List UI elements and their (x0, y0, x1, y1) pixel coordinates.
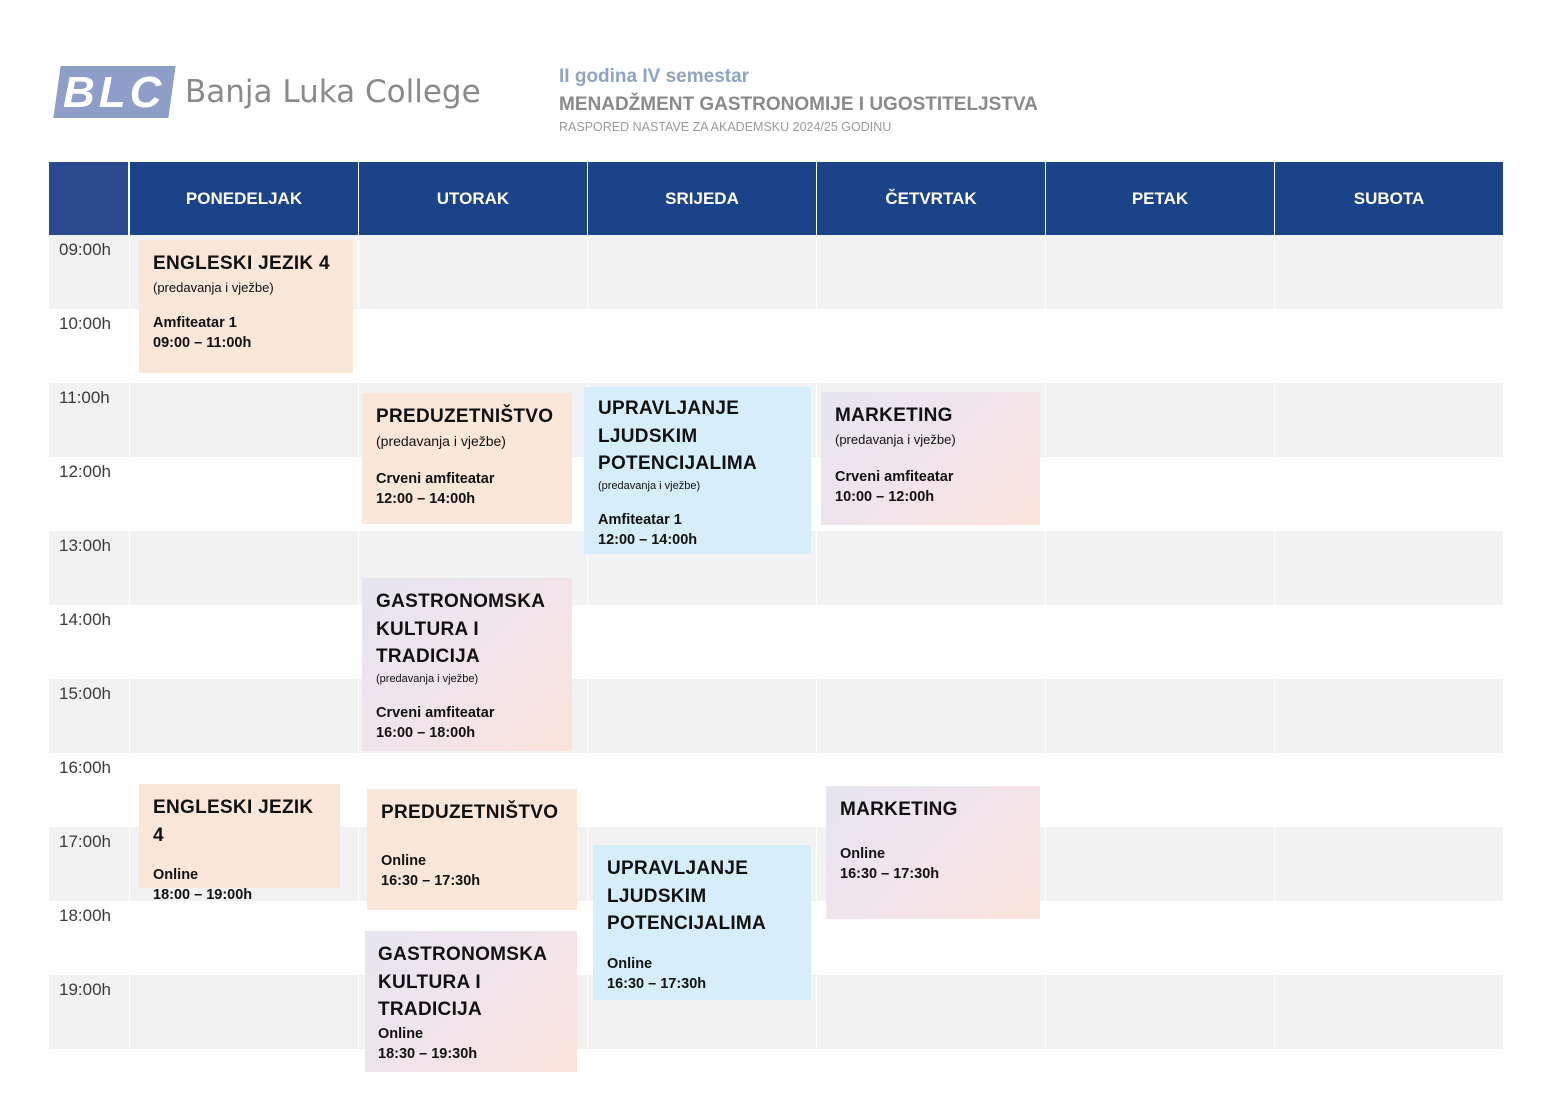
event-title: UPRAVLJANJE LJUDSKIM POTENCIJALIMA (607, 858, 767, 934)
event-upravljanje-wednesday[interactable] (584, 387, 811, 554)
college-name: Banja Luka College (185, 74, 481, 110)
hour-row (49, 679, 1503, 753)
event-room: Amfiteatar 1 (153, 314, 237, 331)
hour-row (49, 605, 1503, 679)
day-header-friday: PETAK (1046, 162, 1274, 235)
event-time: 16:30 – 17:30h (381, 872, 481, 889)
hour-label: 12:00h (59, 462, 111, 481)
hour-label: 19:00h (59, 980, 111, 999)
event-room: Online (840, 845, 886, 862)
header-corner (49, 162, 128, 235)
event-title: ENGLESKI JEZIK 4 (153, 797, 314, 846)
event-title: UPRAVLJANJE LJUDSKIM POTENCIJALIMA (598, 398, 758, 474)
event-engleski-online[interactable] (139, 784, 340, 903)
event-title: PREDUZETNIŠTVO (376, 406, 554, 427)
program-title: MENADŽMENT GASTRONOMIJE I UGOSTITELJSTVA (559, 94, 1038, 115)
column-divider (1045, 235, 1046, 1048)
event-time: 16:30 – 17:30h (607, 975, 707, 992)
event-title: GASTRONOMSKA KULTURA I TRADICIJA (376, 591, 545, 667)
event-title: ENGLESKI JEZIK 4 (153, 253, 330, 274)
day-header-row (49, 162, 1503, 235)
column-divider (129, 235, 130, 1048)
day-header-saturday: SUBOTA (1275, 162, 1503, 235)
event-gastronomska-online[interactable] (365, 931, 577, 1072)
event-time: 10:00 – 12:00h (835, 488, 935, 505)
column-divider (587, 235, 588, 1048)
hour-label: 13:00h (59, 536, 111, 555)
column-divider (1274, 235, 1275, 1048)
event-type: (predavanja i vježbe) (598, 479, 701, 492)
event-marketing-online[interactable] (826, 786, 1040, 919)
event-time: 16:00 – 18:00h (376, 724, 476, 741)
event-time: 12:00 – 14:00h (376, 490, 476, 507)
hour-label: 09:00h (59, 240, 111, 259)
event-marketing-thursday[interactable] (821, 392, 1040, 525)
event-preduzetnistvo-tuesday[interactable] (362, 393, 572, 524)
hour-label: 18:00h (59, 906, 111, 925)
column-divider (358, 235, 359, 1048)
hour-label: 17:00h (59, 832, 111, 851)
column-divider (816, 235, 817, 1048)
event-upravljanje-online[interactable] (593, 845, 811, 1000)
hour-label: 10:00h (59, 314, 111, 333)
event-room: Crveni amfiteatar (376, 704, 495, 721)
event-time: 09:00 – 11:00h (153, 334, 252, 351)
event-room: Amfiteatar 1 (598, 511, 682, 528)
event-room: Online (381, 852, 427, 869)
hour-label: 16:00h (59, 758, 111, 777)
event-time: 18:30 – 19:30h (378, 1045, 478, 1062)
event-type: (predavanja i vježbe) (153, 279, 274, 295)
event-gastronomska-tuesday[interactable] (362, 578, 572, 751)
event-room: Crveni amfiteatar (835, 468, 954, 485)
event-title: PREDUZETNIŠTVO (381, 802, 559, 823)
day-header-wednesday: SRIJEDA (588, 162, 816, 235)
event-room: Online (153, 867, 199, 883)
event-type: (predavanja i vježbe) (835, 431, 956, 447)
year-semester: II godina IV semestar (559, 66, 750, 87)
hour-label: 14:00h (59, 610, 111, 629)
event-engleski-monday[interactable] (139, 240, 353, 373)
event-type: (predavanja i vježbe) (376, 432, 506, 449)
event-title: MARKETING (835, 405, 953, 426)
event-time: 18:00 – 19:00h (153, 887, 253, 903)
hour-label: 15:00h (59, 684, 111, 703)
event-room: Online (378, 1025, 424, 1042)
hour-label: 11:00h (59, 388, 110, 407)
event-room: Crveni amfiteatar (376, 470, 495, 487)
event-room: Online (607, 955, 653, 972)
logo-letters: BLC (63, 68, 166, 117)
event-title: GASTRONOMSKA KULTURA I TRADICIJA (378, 944, 547, 1020)
day-header-thursday: ČETVRTAK (817, 162, 1045, 235)
day-header-tuesday: UTORAK (359, 162, 587, 235)
day-header-monday: PONEDELJAK (130, 162, 358, 235)
event-preduzetnistvo-online[interactable] (367, 789, 577, 910)
schedule-subtitle: RASPORED NASTAVE ZA AKADEMSKU 2024/25 GODINU (559, 120, 892, 134)
event-time: 16:30 – 17:30h (840, 865, 940, 882)
event-title: MARKETING (840, 799, 958, 820)
event-type: (predavanja i vježbe) (376, 672, 479, 685)
event-time: 12:00 – 14:00h (598, 531, 698, 548)
